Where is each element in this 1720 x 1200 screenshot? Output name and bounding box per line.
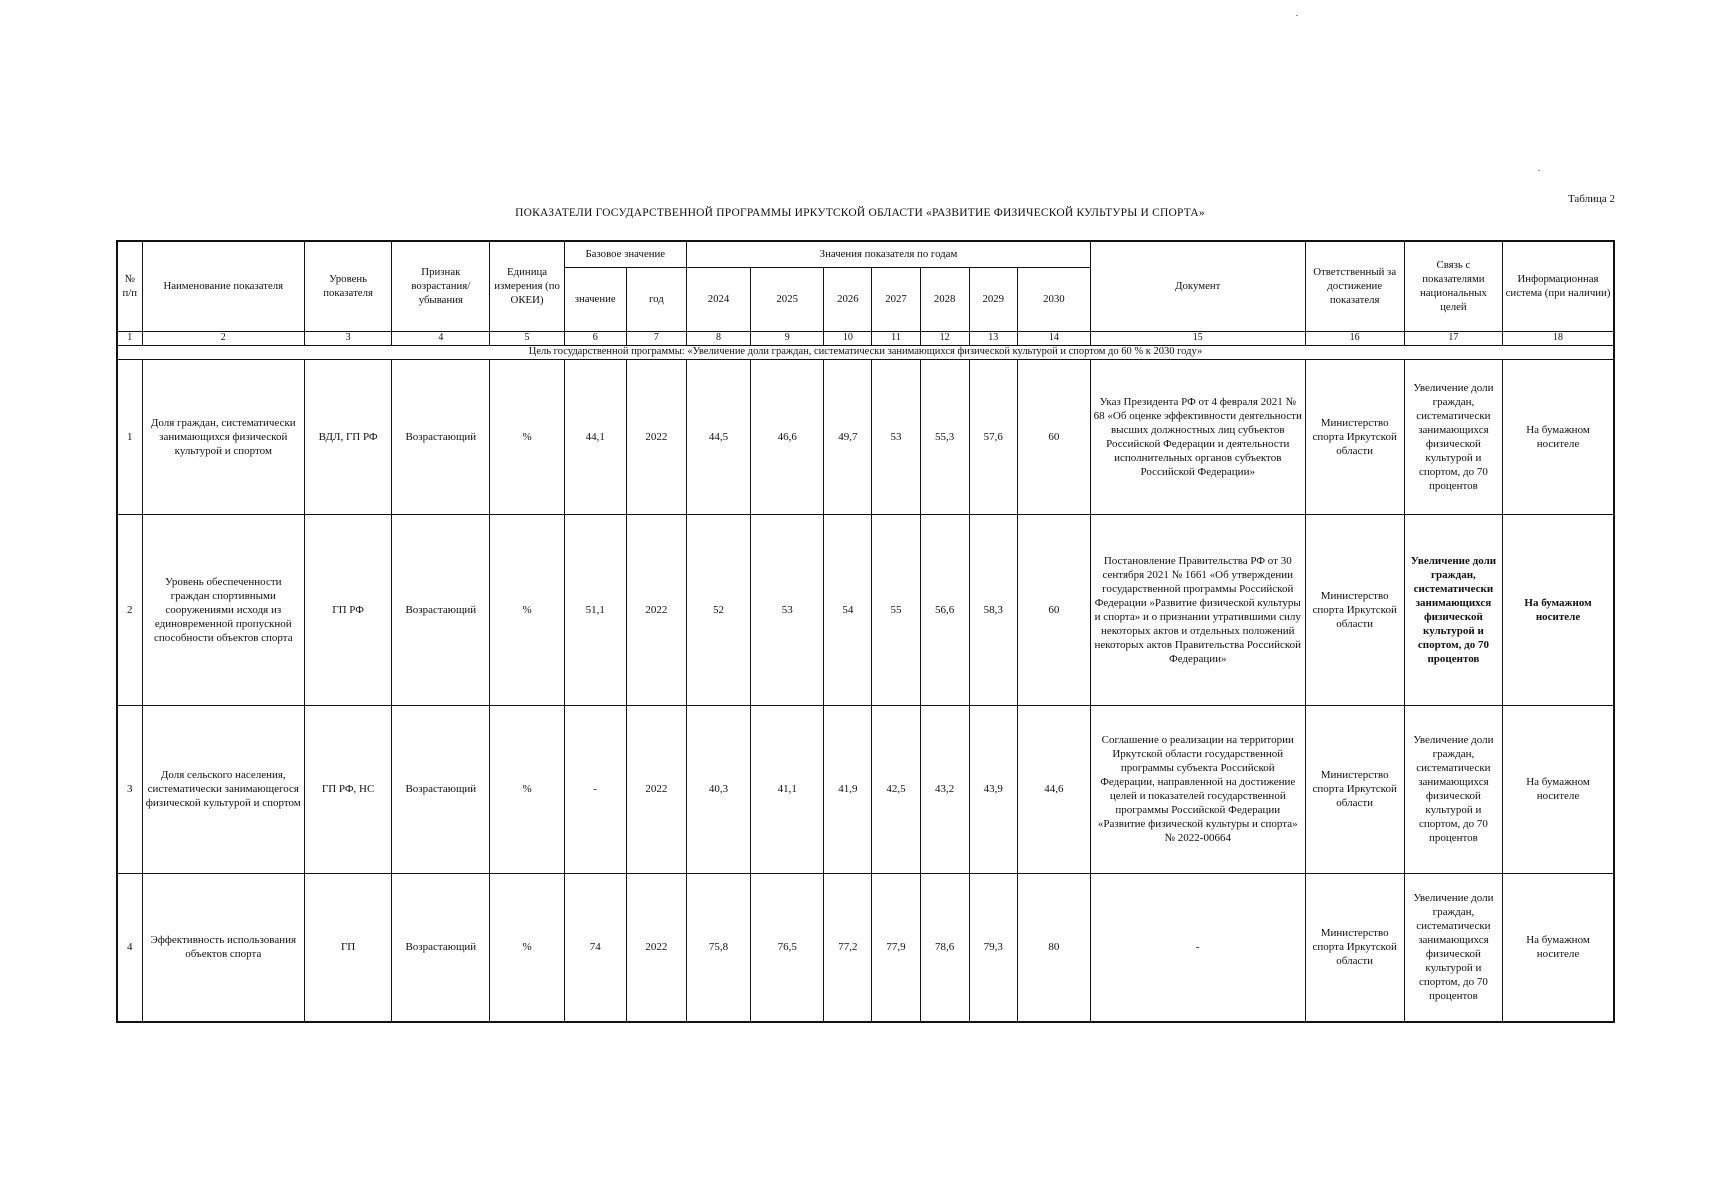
column-number: 8 [686,331,750,345]
header-link: Связь с показателями национальных целей [1404,241,1502,331]
row-num: 4 [117,873,142,1022]
table-label: Таблица 2 [1567,193,1615,205]
header-document: Документ [1090,241,1305,331]
base-year: 2022 [626,359,686,514]
year-value: 79,3 [969,873,1017,1022]
header-unit: Единица измерения (по ОКЕИ) [490,241,564,331]
indicator-level: ГП [304,873,391,1022]
indicator-name: Эффективность использования объектов спорта [142,873,304,1022]
info-system: На бумажном носителе [1503,705,1614,873]
column-number: 1 [117,331,142,345]
year-value: 75,8 [686,873,750,1022]
year-value: 58,3 [969,514,1017,705]
document-ref: Соглашение о реализации на территории Иркутской области государственной программы субъекта Российской Федерации, направленной на достижение целей и показателей государственной программы Российской Федерации «Развитие физической культуры и спорта» № 2022-00664 [1090,705,1305,873]
header-year: 2029 [969,267,1017,331]
responsible: Министерство спорта Иркутской области [1305,873,1404,1022]
base-value: - [564,705,626,873]
base-year: 2022 [626,705,686,873]
year-value: 42,5 [872,705,920,873]
indicator-name: Доля граждан, систематически занимающихся физической культурой и спортом [142,359,304,514]
year-value: 53 [751,514,824,705]
year-value: 76,5 [751,873,824,1022]
indicator-trend: Возрастающий [392,873,490,1022]
year-value: 43,2 [920,705,969,873]
column-number: 15 [1090,331,1305,345]
info-system: На бумажном носителе [1503,873,1614,1022]
header-year: 2024 [686,267,750,331]
indicator-level: ГП РФ, НС [304,705,391,873]
column-number: 4 [392,331,490,345]
year-value: 78,6 [920,873,969,1022]
national-goal-link: Увеличение доли граждан, систематически занимающихся физической культурой и спортом, до 70 процентов [1404,359,1502,514]
indicator-level: ВДЛ, ГП РФ [304,359,391,514]
national-goal-link: Увеличение доли граждан, систематически занимающихся физической культурой и спортом, до 70 процентов [1404,514,1502,705]
column-number: 7 [626,331,686,345]
year-value: 52 [686,514,750,705]
year-value: 44,5 [686,359,750,514]
header-num: № п/п [117,241,142,331]
year-value: 41,9 [824,705,872,873]
column-number: 10 [824,331,872,345]
indicator-unit: % [490,705,564,873]
year-value: 44,6 [1017,705,1090,873]
responsible: Министерство спорта Иркутской области [1305,705,1404,873]
base-year: 2022 [626,514,686,705]
year-value: 46,6 [751,359,824,514]
info-system: На бумажном носителе [1503,359,1614,514]
indicator-trend: Возрастающий [392,514,490,705]
scan-speck [1296,15,1298,16]
header-name: Наименование показателя [142,241,304,331]
row-num: 2 [117,514,142,705]
indicator-trend: Возрастающий [392,705,490,873]
header-year: 2027 [872,267,920,331]
document-ref: Постановление Правительства РФ от 30 сентября 2021 № 1661 «Об утверждении государственной программы Российской Федерации »Развитие физической культуры и спорта» и о признании утратившими силу некоторых актов и отдельных положений некоторых актов Правительства Российской Федерации» [1090,514,1305,705]
column-number: 11 [872,331,920,345]
year-value: 43,9 [969,705,1017,873]
year-value: 53 [872,359,920,514]
header-level: Уровень показателя [304,241,391,331]
indicator-level: ГП РФ [304,514,391,705]
header-base-value: значение [564,267,626,331]
year-value: 54 [824,514,872,705]
column-number: 6 [564,331,626,345]
header-year: 2030 [1017,267,1090,331]
base-value: 44,1 [564,359,626,514]
column-number: 13 [969,331,1017,345]
indicators-table [116,240,1615,1023]
base-year: 2022 [626,873,686,1022]
base-value: 51,1 [564,514,626,705]
column-number: 5 [490,331,564,345]
header-year: 2025 [751,267,824,331]
document-title: ПОКАЗАТЕЛИ ГОСУДАРСТВЕННОЙ ПРОГРАММЫ ИРКУТСКОЙ ОБЛАСТИ «РАЗВИТИЕ ФИЗИЧЕСКОЙ КУЛЬТУРЫ И СПОРТА» [515,207,1205,219]
header-year: 2028 [920,267,969,331]
table-row [117,873,1614,1022]
column-number: 14 [1017,331,1090,345]
year-value: 49,7 [824,359,872,514]
year-value: 77,2 [824,873,872,1022]
document-ref: Указ Президента РФ от 4 февраля 2021 № 68 «Об оценке эффективности деятельности высших должностных лиц субъектов Российской Федерации и деятельности исполнительных органов субъектов Российской Федерации» [1090,359,1305,514]
table-row [117,705,1614,873]
year-value: 40,3 [686,705,750,873]
year-value: 56,6 [920,514,969,705]
responsible: Министерство спорта Иркутской области [1305,359,1404,514]
row-num: 1 [117,359,142,514]
header-years-group: Значения показателя по годам [686,241,1090,267]
column-number: 9 [751,331,824,345]
year-value: 55 [872,514,920,705]
indicator-unit: % [490,873,564,1022]
indicator-unit: % [490,359,564,514]
header-responsible: Ответственный за достижение показателя [1305,241,1404,331]
header-infosystem: Информационная система (при наличии) [1503,241,1614,331]
column-number: 17 [1404,331,1502,345]
header-base-group: Базовое значение [564,241,686,267]
column-number: 16 [1305,331,1404,345]
year-value: 60 [1017,514,1090,705]
column-number: 2 [142,331,304,345]
header-trend: Признак возрастания/ убывания [392,241,490,331]
program-goal: Цель государственной программы: «Увеличение доли граждан, систематически занимающихся физической культурой и спортом до 60 % к 2030 году» [117,345,1614,359]
year-value: 55,3 [920,359,969,514]
national-goal-link: Увеличение доли граждан, систематически занимающихся физической культурой и спортом, до 70 процентов [1404,873,1502,1022]
column-number: 3 [304,331,391,345]
table-row [117,514,1614,705]
header-year: 2026 [824,267,872,331]
row-num: 3 [117,705,142,873]
base-value: 74 [564,873,626,1022]
national-goal-link: Увеличение доли граждан, систематически занимающихся физической культурой и спортом, до 70 процентов [1404,705,1502,873]
year-value: 60 [1017,359,1090,514]
column-number: 12 [920,331,969,345]
indicator-unit: % [490,514,564,705]
table-row [117,359,1614,514]
scan-speck [1538,170,1540,171]
year-value: 57,6 [969,359,1017,514]
indicator-trend: Возрастающий [392,359,490,514]
indicator-name: Доля сельского населения, систематически занимающегося физической культурой и спортом [142,705,304,873]
responsible: Министерство спорта Иркутской области [1305,514,1404,705]
year-value: 80 [1017,873,1090,1022]
year-value: 41,1 [751,705,824,873]
column-numbers-row [117,331,1614,345]
document-ref: - [1090,873,1305,1022]
indicator-name: Уровень обеспеченности граждан спортивными сооружениями исходя из единовременной пропускной способности объектов спорта [142,514,304,705]
header-base-year: год [626,267,686,331]
year-value: 77,9 [872,873,920,1022]
column-number: 18 [1503,331,1614,345]
info-system: На бумажном носителе [1503,514,1614,705]
